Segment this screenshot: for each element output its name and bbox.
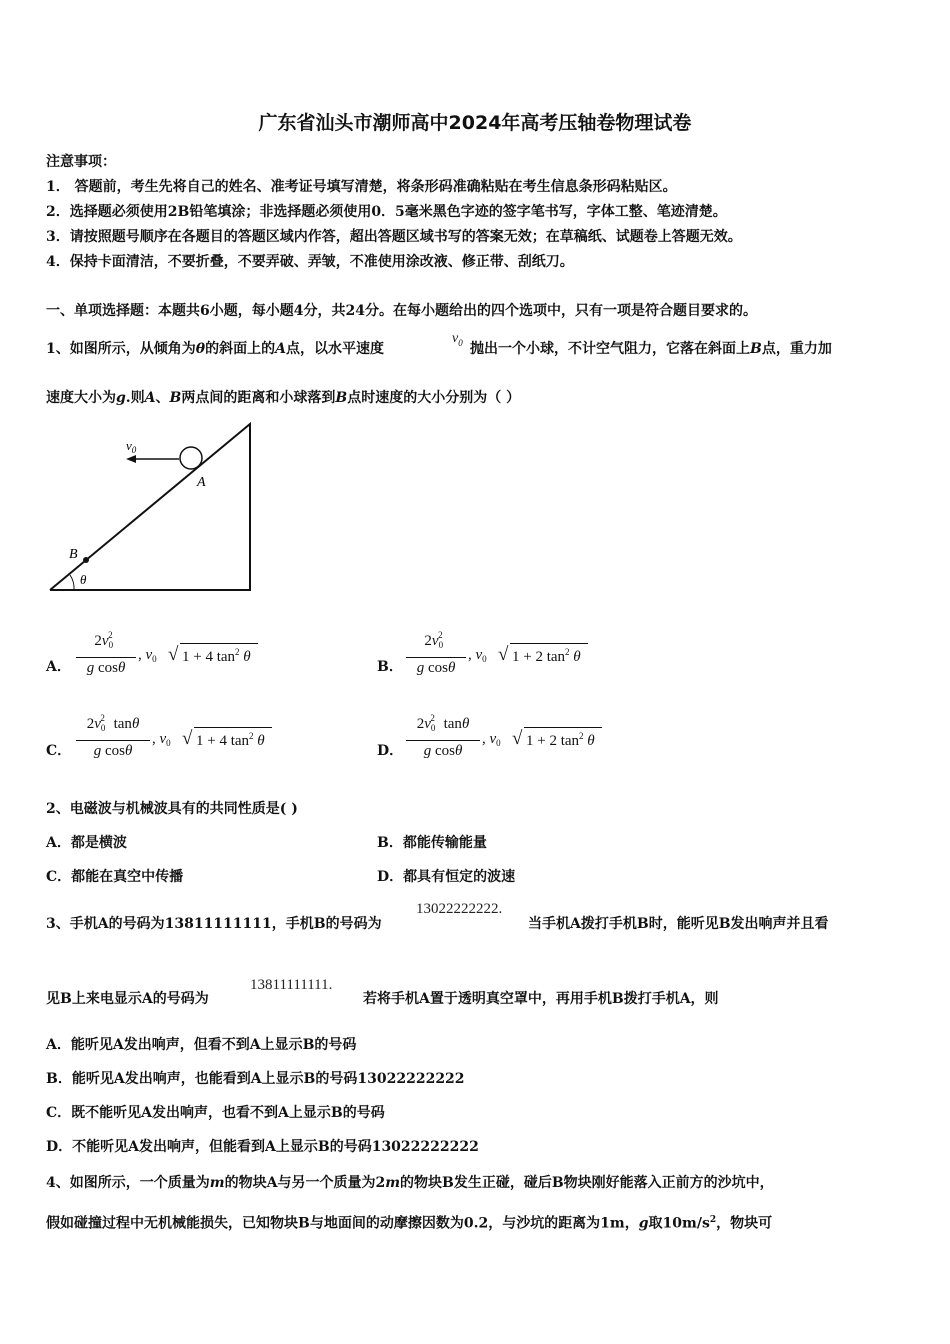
ball-icon <box>180 447 202 469</box>
fig-b-label: B <box>69 547 78 562</box>
q1-text: 1、如图所示，从倾角为 <box>46 341 196 357</box>
q1-option-b-sqrt: , $v_0$ √ 1 + 2 $\tan^2 \theta$ <box>468 647 588 669</box>
q1-option-d-sqrt: , $v_0$ √ 1 + 2 $\tan^2 \theta$ <box>482 731 602 753</box>
q4-g: g <box>638 1215 649 1232</box>
q3-option-b[interactable]: B．能听见A发出响声，也能看到A上显示B的号码13022222222 <box>46 1071 465 1087</box>
fig-v0-label: $v_0$ <box>126 438 137 455</box>
q3-stem-line1b: 当手机A拨打手机B时，能听见B发出响声并且看 <box>528 916 829 932</box>
q1-point-b: B <box>750 341 762 357</box>
q4-text: 取10m/s <box>648 1215 710 1232</box>
q1-option-a-fraction: $2v_0^2$ g cosθ <box>76 633 136 681</box>
q2-option-c[interactable]: C．都能在真空中传播 <box>46 869 184 885</box>
q1-text: 两点间的距离和小球落到 <box>181 390 336 406</box>
q1-stem-line2 <box>46 389 520 407</box>
q1-option-c-letter[interactable]: C． <box>46 743 72 759</box>
q1-option-b-fraction: $2v_0^2$ g cosθ <box>406 633 466 681</box>
q1-point-a: A <box>275 341 286 357</box>
notice-item-1: 1． 答题前，考生先将自己的姓名、准考证号填写清楚，将条形码准确粘贴在考生信息条形码粘贴区。 <box>46 179 677 195</box>
q4-text: 假如碰撞过程中无机械能损失，已知物块B与地面间的动摩擦因数为0.2，与沙坑的距离为1m， <box>46 1215 639 1232</box>
q1-text: .则 <box>125 390 145 406</box>
q1-text: 抛出一个小球，不计空气阻力，它落在斜面上 <box>470 341 750 357</box>
page-title: 广东省汕头市潮师高中2024年高考压轴卷物理试卷 <box>258 112 692 134</box>
q4-stem-line1 <box>46 1174 774 1192</box>
q1-text: 点，以水平速度 <box>285 341 384 357</box>
frac-num: $2v_0^2$ <box>94 630 114 650</box>
q3-number-b: 13022222222. <box>416 901 503 917</box>
q1-v0-inline: $v_0$ <box>452 331 463 348</box>
fig-a-label: A <box>197 475 206 490</box>
q1-incline-figure <box>44 418 259 598</box>
q2-option-b[interactable]: B．都能传输能量 <box>377 835 487 851</box>
q1-point-a: A <box>144 390 156 406</box>
fig-theta-label: θ <box>80 572 87 587</box>
q1-text: 点，重力加 <box>761 341 832 357</box>
q1-option-d-letter[interactable]: D． <box>377 743 404 759</box>
q3-stem-line1a: 3、手机A的号码为13811111111，手机B的号码为 <box>46 916 382 932</box>
q1-point-b: B <box>335 390 348 406</box>
q1-point-b: B <box>169 390 182 406</box>
incline-triangle <box>50 424 250 590</box>
q3-number-a: 13811111111. <box>250 977 333 993</box>
q4-m: m <box>209 1175 225 1191</box>
section-heading: 一、单项选择题：本题共6小题，每小题4分，共24分。在每小题给出的四个选项中，只有一项是符合题目要求的。 <box>46 303 757 319</box>
q3-option-d[interactable]: D．不能听见A发出响声，但能看到A上显示B的号码13022222222 <box>46 1139 479 1155</box>
notice-item-3: 3．请按照题号顺序在各题目的答题区域内作答，超出答题区域书写的答案无效；在草稿纸、试题卷上答题无效。 <box>46 229 742 245</box>
q1-option-a-letter[interactable]: A． <box>46 659 71 675</box>
q1-stem-line1 <box>46 340 384 358</box>
q1-option-a-sqrt: , $v_0$ √ 1 + 4 $\tan^2 \theta$ <box>138 647 258 669</box>
q1-option-c-fraction: $2v_0^2$ tanθ g cosθ <box>76 716 150 764</box>
arrowhead-icon <box>126 455 136 463</box>
q1-text: 速度大小为 <box>46 390 116 406</box>
notice-heading: 注意事项： <box>46 154 116 170</box>
q3-stem-line2a: 见B上来电显示A的号码为 <box>46 991 209 1007</box>
q2-option-d[interactable]: D．都具有恒定的波速 <box>377 869 516 885</box>
q1-stem-line1-cont <box>470 340 832 358</box>
q2-option-a[interactable]: A．都是横波 <box>46 835 127 851</box>
q1-option-b-letter[interactable]: B． <box>377 659 403 675</box>
q1-text: 的斜面上的 <box>205 341 276 357</box>
q1-theta: θ <box>195 341 206 357</box>
notice-item-4: 4．保持卡面清洁，不要折叠，不要弄破、弄皱，不准使用涂改液、修正带、刮纸刀。 <box>46 254 574 270</box>
q4-text: 的物块B发生正碰，碰后B物块刚好能落入正前方的沙坑中， <box>400 1175 774 1191</box>
q3-stem-line2b: 若将手机A置于透明真空罩中，再用手机B拨打手机A，则 <box>363 991 719 1007</box>
q1-text: 、 <box>155 390 170 406</box>
q3-option-a[interactable]: A．能听见A发出响声，但看不到A上显示B的号码 <box>46 1037 357 1053</box>
q1-option-d-fraction: $2v_0^2$ tanθ g cosθ <box>406 716 480 764</box>
q4-text: ，物块可 <box>716 1215 773 1232</box>
q3-option-c[interactable]: C．既不能听见A发出响声，也看不到A上显示B的号码 <box>46 1105 385 1121</box>
q4-stem-line2 <box>46 1211 772 1233</box>
q1-g: g <box>116 390 126 406</box>
q1-text: 点时速度的大小分别为（ ） <box>347 390 521 406</box>
q4-text: 4、如图所示，一个质量为 <box>46 1175 210 1191</box>
theta-arc <box>70 575 74 590</box>
q4-text: 的物块A与另一个质量为2 <box>224 1175 386 1191</box>
point-b-dot <box>83 557 89 563</box>
q4-m: m <box>385 1175 401 1191</box>
q1-option-c-sqrt: , $v_0$ √ 1 + 4 $\tan^2 \theta$ <box>152 731 272 753</box>
notice-item-2: 2．选择题必须使用2B铅笔填涂；非选择题必须使用0．5毫米黑色字迹的签字笔书写，字体工整、笔迹清楚。 <box>46 204 727 220</box>
q4-sup: 2 <box>709 1215 717 1225</box>
q2-stem: 2、电磁波与机械波具有的共同性质是( ) <box>46 801 298 817</box>
